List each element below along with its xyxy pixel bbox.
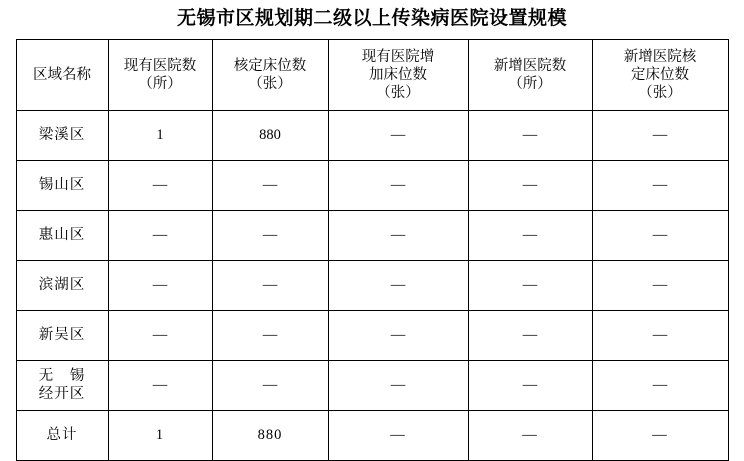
column-header-new-approved-beds — [592, 39, 728, 110]
row-new-approved-beds: — — [592, 110, 728, 160]
row-approved-beds: — — [212, 160, 328, 210]
row-existing-hospitals: — — [108, 260, 212, 310]
row-region: 新吴区 — [16, 310, 108, 360]
row-new-hospitals: — — [468, 360, 592, 410]
table-header — [16, 39, 728, 110]
row-existing-hospitals: — — [108, 160, 212, 210]
row-added-beds: — — [328, 260, 468, 310]
row-existing-hospitals: 1 — [108, 110, 212, 160]
column-header-added-beds — [328, 39, 468, 110]
row-added-beds: — — [328, 360, 468, 410]
row-region: 总计 — [16, 410, 108, 460]
row-added-beds: — — [328, 310, 468, 360]
table-header-row — [16, 39, 728, 110]
table-row — [16, 160, 728, 210]
column-header-new-approved-beds-line-3: （张） — [638, 84, 682, 101]
row-approved-beds: 880 — [212, 110, 328, 160]
row-added-beds: — — [328, 210, 468, 260]
row-approved-beds: — — [212, 360, 328, 410]
row-new-approved-beds: — — [592, 310, 728, 360]
table-row — [16, 210, 728, 260]
table-row-total — [16, 410, 728, 460]
column-header-region — [16, 39, 108, 110]
row-new-approved-beds: — — [592, 260, 728, 310]
row-region: 锡山区 — [16, 160, 108, 210]
row-region-line-1: 无 锡 — [38, 368, 86, 385]
column-header-existing-hospitals-line-1: 现有医院数 — [123, 57, 197, 74]
table-row — [16, 260, 728, 310]
row-approved-beds: — — [212, 210, 328, 260]
column-header-new-hospitals-line-2: （所） — [508, 75, 552, 92]
row-new-hospitals: — — [468, 160, 592, 210]
row-new-approved-beds: — — [592, 210, 728, 260]
row-region: 惠山区 — [16, 210, 108, 260]
hospital-scale-table — [16, 39, 729, 461]
column-header-existing-hospitals-line-2: （所） — [138, 75, 182, 92]
row-region: 滨湖区 — [16, 260, 108, 310]
row-existing-hospitals: — — [108, 360, 212, 410]
column-header-new-approved-beds-line-2: 定床位数 — [631, 66, 689, 83]
row-added-beds: — — [328, 410, 468, 460]
row-approved-beds: — — [212, 310, 328, 360]
row-new-hospitals: — — [468, 210, 592, 260]
column-header-new-hospitals — [468, 39, 592, 110]
column-header-existing-hospitals — [108, 39, 212, 110]
row-region-line-2: 经开区 — [38, 386, 86, 403]
column-header-added-beds-line-3: （张） — [376, 84, 420, 101]
row-new-approved-beds: — — [592, 160, 728, 210]
column-header-region-line-1: 区域名称 — [33, 66, 91, 83]
column-header-approved-beds-line-2: （张） — [248, 75, 292, 92]
row-new-approved-beds: — — [592, 410, 728, 460]
table-row — [16, 310, 728, 360]
page-title: 无锡市区规划期二级以上传染病医院设置规模 — [176, 8, 567, 29]
row-new-hospitals: — — [468, 110, 592, 160]
row-approved-beds: 880 — [212, 410, 328, 460]
row-new-hospitals: — — [468, 310, 592, 360]
row-new-approved-beds: — — [592, 360, 728, 410]
row-existing-hospitals: — — [108, 310, 212, 360]
row-existing-hospitals: 1 — [108, 410, 212, 460]
column-header-added-beds-line-1: 现有医院增 — [361, 48, 435, 65]
table-row — [16, 360, 728, 410]
column-header-approved-beds — [212, 39, 328, 110]
row-existing-hospitals: — — [108, 210, 212, 260]
row-added-beds: — — [328, 160, 468, 210]
column-header-approved-beds-line-1: 核定床位数 — [233, 57, 307, 74]
row-region — [16, 360, 108, 410]
column-header-new-hospitals-line-1: 新增医院数 — [493, 57, 567, 74]
row-approved-beds: — — [212, 260, 328, 310]
row-added-beds: — — [328, 110, 468, 160]
row-new-hospitals: — — [468, 410, 592, 460]
row-region: 梁溪区 — [16, 110, 108, 160]
table-row — [16, 110, 728, 160]
row-new-hospitals: — — [468, 260, 592, 310]
column-header-new-approved-beds-line-1: 新增医院核 — [623, 48, 697, 65]
table-body — [16, 110, 728, 460]
column-header-added-beds-line-2: 加床位数 — [369, 66, 427, 83]
